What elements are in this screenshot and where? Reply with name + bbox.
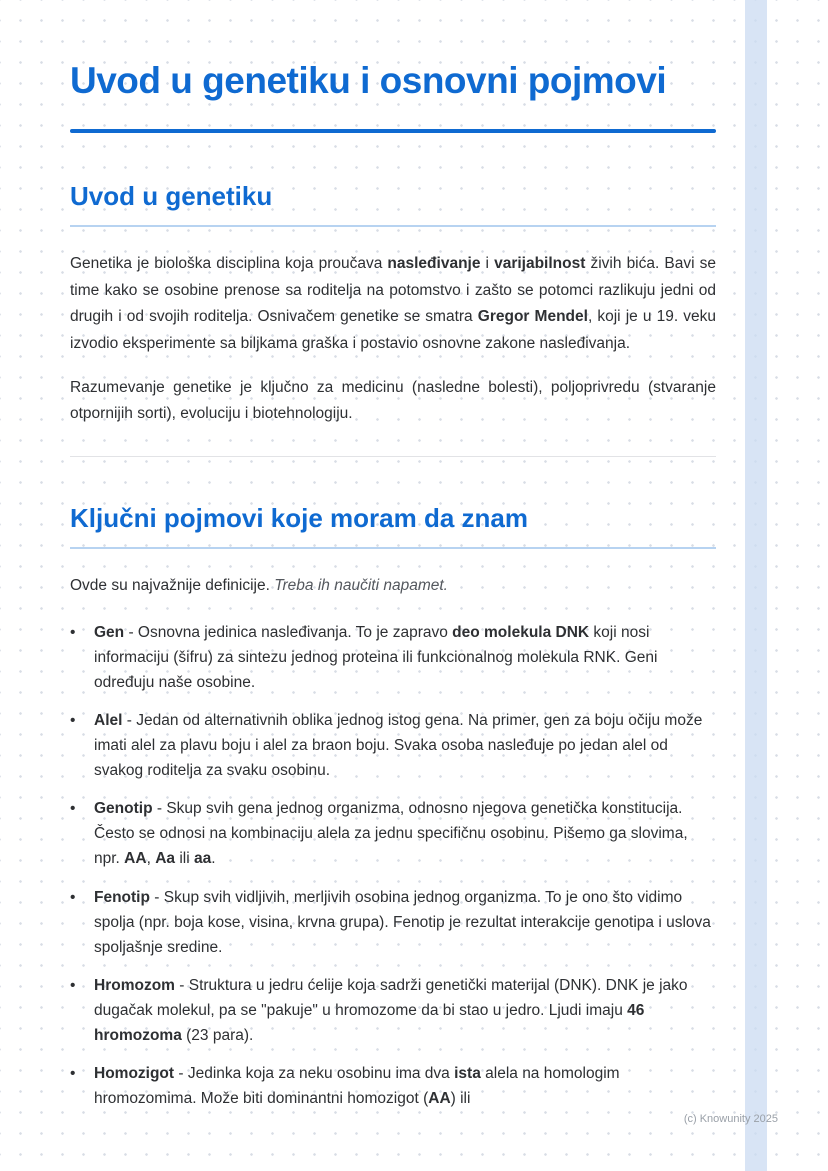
text-segment: 46 hromozoma [94,1002,645,1045]
bullet-marker: • [70,888,76,906]
text-segment: - Jedinka koja za neku osobinu ima dva [174,1065,455,1083]
text-segment: . [211,850,216,868]
intro-paragraph [70,573,716,600]
bullet-marker: • [70,1065,76,1083]
text-segment: AA [428,1090,451,1108]
bullet-marker: • [70,623,76,641]
definition-text [94,885,716,960]
document-content [70,58,716,1124]
text-segment: Gen [94,623,125,641]
definition-item-genotip [70,796,716,871]
definition-text [94,973,716,1048]
paragraph [70,375,716,428]
text-segment: živih bića. Bavi se time kako se osobine prenose sa roditelja na potomstvo i zašto se potomci razlikuju jedni od drugih i od svojih roditelja. Osnivačem genetike se smatra [70,254,716,326]
definition-item-homozigot [70,1061,716,1111]
bullet-marker: • [70,711,76,729]
text-segment: , [146,850,156,868]
section-uvod-u-genetiku [70,181,716,428]
text-segment: Treba ih naučiti napamet. [274,576,448,594]
text-segment: Fenotip [94,888,150,906]
text-segment: (23 para). [181,1027,254,1045]
text-segment: varijabilnost [494,254,586,272]
text-segment: aa [193,850,212,868]
text-segment: Alel [94,711,123,729]
text-segment: - Struktura u jedru ćelije koja sadrži genetički materijal (DNK). DNK je jako dugačak molekul, pa se "pakuje" u hromozome da bi stao u jedro. Ljudi imaju [94,976,688,1019]
definition-item-hromozom [70,973,716,1048]
text-segment: Hromozom [94,976,175,994]
text-segment: ista [454,1065,481,1083]
text-segment: Homozigot [94,1065,175,1083]
definition-text [94,1061,716,1111]
text-segment: - Skup svih gena jednog organizma, odnosno njegova genetička konstitucija. Često se odnosi na kombinaciju alela za jednu specifičnu osobinu. Pišemo ga slovima, npr. [94,800,688,868]
text-segment: , koji je u 19. veku izvodio eksperimente sa biljkama graška i postavio osnovne zakone nasleđivanja. [70,308,716,352]
section-heading: Uvod u genetiku [70,181,716,227]
text-segment: AA [124,850,147,868]
bullet-marker: • [70,800,76,818]
text-segment: Gregor Mendel [477,308,588,326]
text-segment: deo molekula DNK [452,623,590,641]
text-segment: i [480,254,495,272]
text-segment: - Skup svih vidljivih, merljivih osobina jednog organizma. To je ono što vidimo spolja (npr. boja kose, visina, krvna grupa). Fenotip je rezultat interakcije genotipa i uslova spoljašnje sredine. [94,888,711,956]
text-segment: alela na homologim hromozomima. Može biti dominantni homozigot ( [94,1065,620,1108]
definition-text [94,796,716,871]
text-segment: Ovde su najvažnije definicije. [70,576,275,594]
text-segment: - Jedan od alternativnih oblika jednog istog gena. Na primer, gen za boju očiju može imati alel za plavu boju i alel za braon boju. Svaka osoba nasleđuje po jedan alel od svakog roditelja za svaku osobinu. [94,711,703,780]
right-margin-stripe [745,0,767,1171]
text-segment: ) ili [450,1090,471,1108]
definition-item-fenotip [70,885,716,960]
text-segment: koji nosi informaciju (šifru) za sintezu jednog proteina ili funkcionalnog molekula RNK. Geni određuju naše osobine. [94,623,658,691]
definition-text [94,708,716,783]
text-segment: nasleđivanje [387,254,481,272]
definition-item-alel [70,708,716,783]
section-heading: Ključni pojmovi koje moram da znam [70,503,716,549]
text-segment: Genetika je biološka disciplina koja proučava [70,254,388,272]
definitions-list [70,620,716,1112]
section-kljucni-pojmovi [70,503,716,1112]
title-divider [70,129,716,133]
paragraph [70,251,716,358]
text-segment: - Osnovna jedinica nasleđivanja. To je zapravo [124,623,453,641]
definition-text [94,620,716,695]
section-divider [70,456,716,457]
text-segment: Aa [155,850,176,868]
text-segment: Genotip [94,800,153,818]
page-title: Uvod u genetiku i osnovni pojmovi [70,60,667,101]
text-segment: Razumevanje genetike je ključno za medicinu (nasledne bolesti), poljoprivredu (stvaranje otpornijih sorti), evoluciju i biotehnologiju. [70,378,716,423]
text-segment: ili [175,850,194,868]
copyright-note: (c) Knowunity 2025 [683,1113,778,1125]
bullet-marker: • [70,976,76,994]
definition-item-gen [70,620,716,695]
